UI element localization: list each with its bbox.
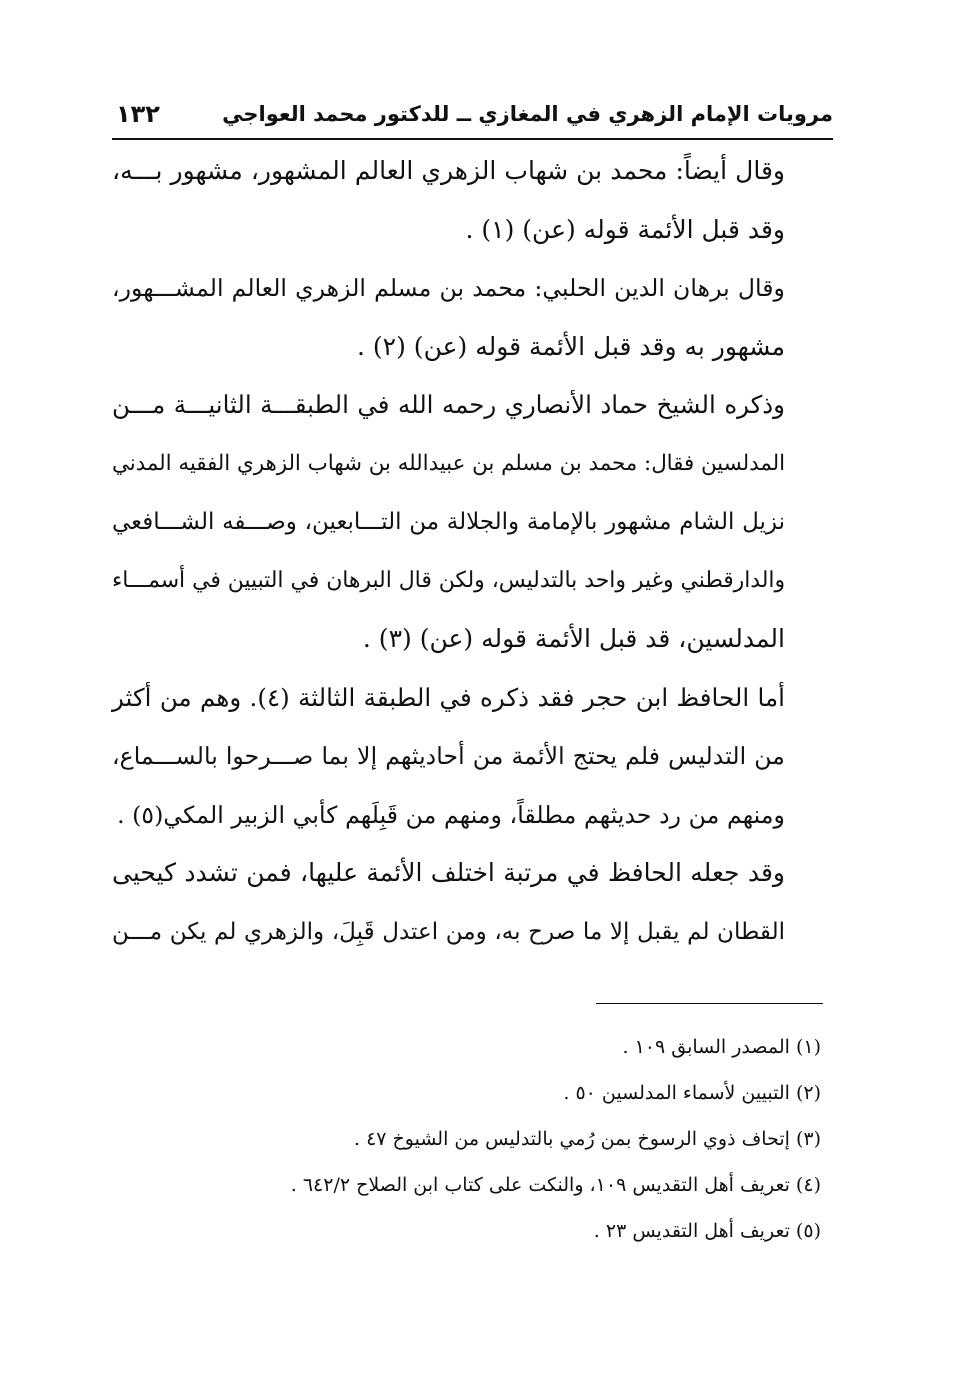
text-line: نزيل الشام مشهور بالإمامة والجلالة من التـــابعين، وصـــفه الشـــافعي — [112, 509, 785, 535]
footnote-2: (٢) التبيين لأسماء المدلسين ٥٠ . — [563, 1082, 821, 1104]
text-line: المدلسين، قد قبل الأئمة قوله (عن) (٣) . — [362, 624, 785, 653]
footnote-3: (٣) إتحاف ذوي الرسوخ بمن رُمي بالتدليس من الشيوخ ٤٧ . — [353, 1128, 821, 1150]
footnote-4: (٤) تعريف أهل التقديس ١٠٩، والنكت على كتاب ابن الصلاح ٦٤٢/٢ . — [290, 1174, 821, 1196]
paragraph-5 — [112, 844, 833, 961]
text-line: القطان لم يقبل إلا ما صرح به، ومن اعتدل قَبِلَ، والزهري لم يكن مـــن — [112, 918, 785, 945]
body-text — [112, 142, 833, 961]
text-line: من التدليس فلم يحتج الأئمة من أحاديثهم إلا بما صـــرحوا بالســـماع، — [112, 742, 785, 770]
paragraph-1 — [112, 142, 833, 259]
text-line: والدارقطني وغير واحد بالتدليس، ولكن قال البرهان في التبيين في أسمـــاء — [112, 567, 785, 593]
text-line: أما الحافظ ابن حجر فقد ذكره في الطبقة الثالثة (٤). وهم من أكثر — [112, 682, 786, 712]
text-line: مشهور به وقد قبل الأئمة قوله (عن) (٢) . — [357, 331, 785, 361]
text-line: وقد قبل الأئمة قوله (عن) (١) . — [465, 214, 785, 244]
footnote-5: (٥) تعريف أهل التقديس ٢٣ . — [593, 1220, 821, 1242]
text-line: وقال برهان الدين الحلبي: محمد بن مسلم الزهري العالم المشـــهور، — [112, 274, 785, 302]
text-line: وذكره الشيخ حماد الأنصاري رحمه الله في الطبقـــة الثانيـــة مـــن — [112, 390, 785, 419]
page-header — [112, 98, 833, 140]
footnotes — [112, 1024, 821, 1254]
running-title: مرويات الإمام الزهري في المغازي ــ للدكتور محمد العواجي — [222, 102, 833, 126]
text-line: وقد جعله الحافظ في مرتبة اختلف الأئمة عليها، فمن تشدد كيحيى — [112, 858, 785, 887]
text-line: المدلسين فقال: محمد بن مسلم بن عبيدالله بن شهاب الزهري الفقيه المدني — [112, 450, 785, 476]
footnote-1: (١) المصدر السابق ١٠٩ . — [622, 1036, 821, 1058]
paragraph-2 — [112, 259, 833, 376]
paragraph-3 — [112, 376, 833, 669]
text-line: وقال أيضاً: محمد بن شهاب الزهري العالم المشهور، مشهور بـــه، — [112, 156, 785, 185]
text-line: ومنهم من رد حديثهم مطلقاً، ومنهم من قَبِلَهم كأبي الزبير المكي(٥) . — [117, 800, 785, 829]
paragraph-4 — [112, 669, 833, 845]
footnote-separator — [596, 1003, 823, 1004]
page-number: ١٣٢ — [116, 100, 160, 128]
